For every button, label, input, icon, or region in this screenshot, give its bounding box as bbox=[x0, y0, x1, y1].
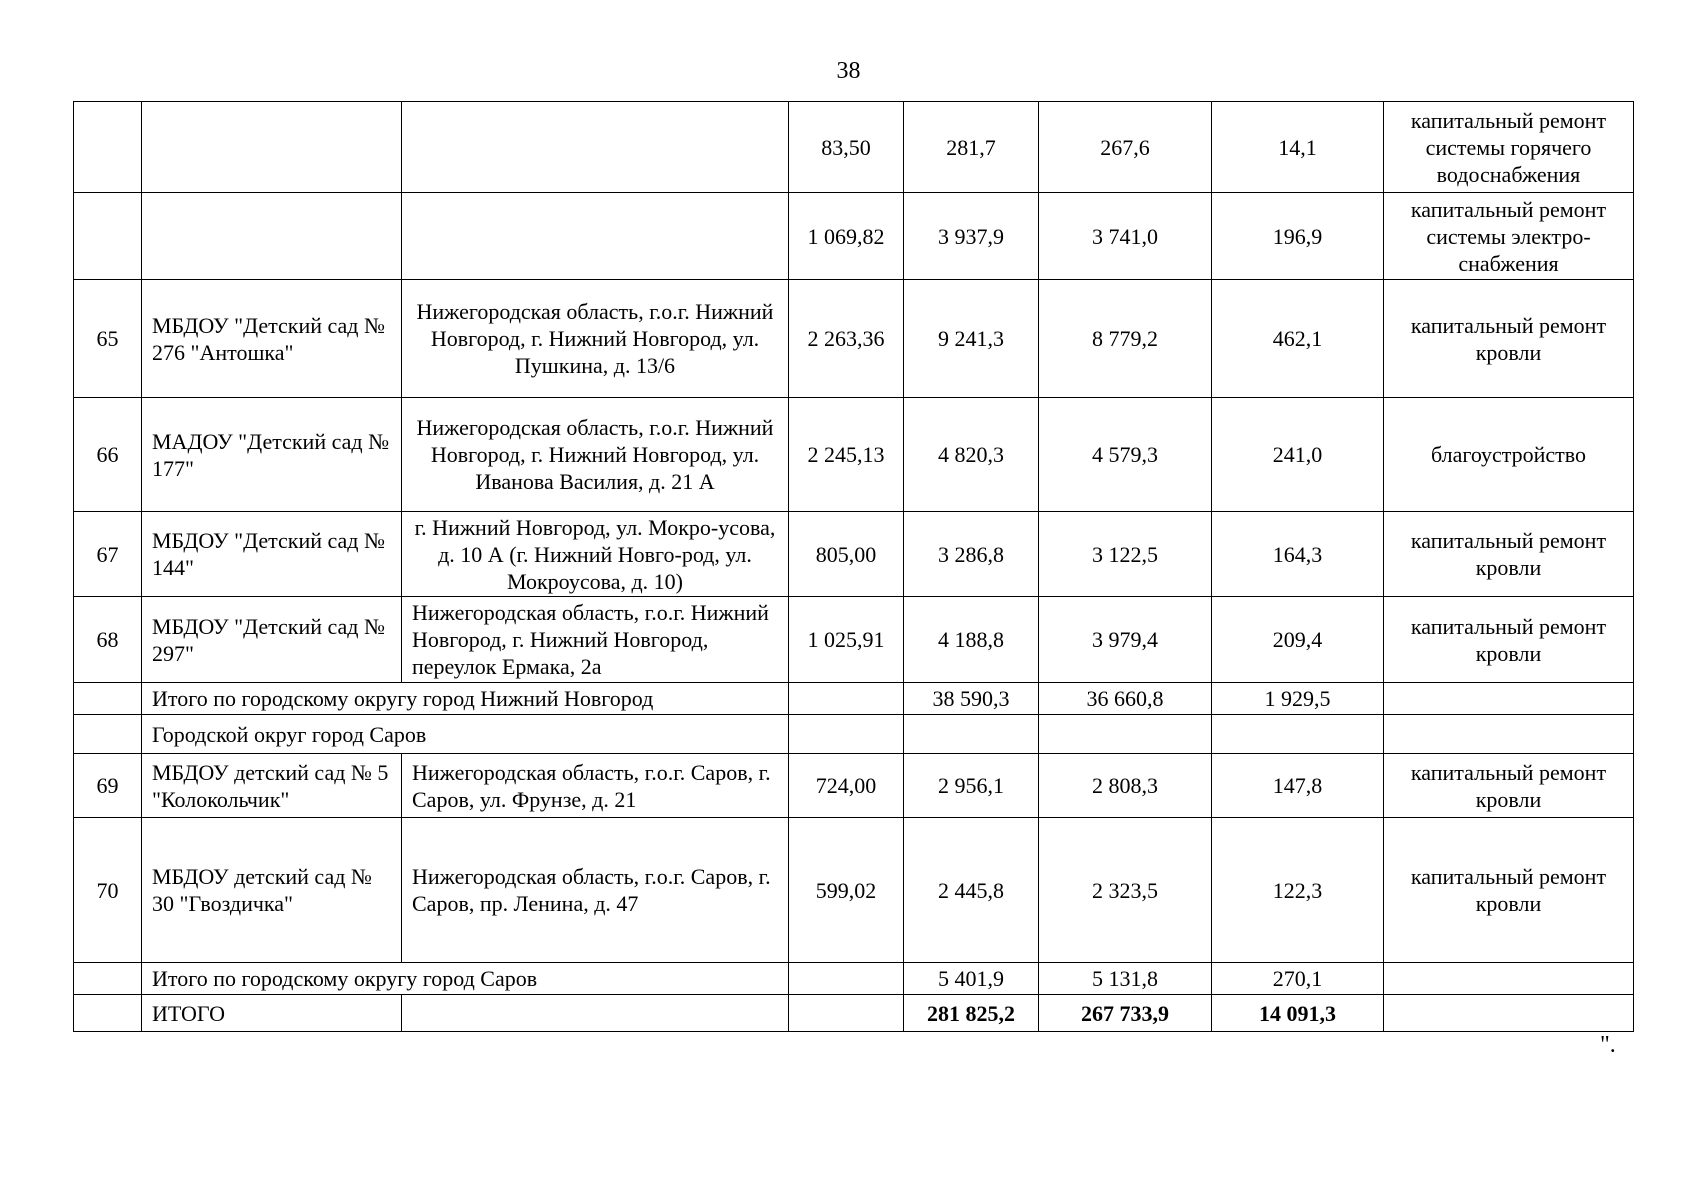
row-number: 66 bbox=[74, 398, 142, 512]
total-cost: 3 286,8 bbox=[904, 512, 1039, 597]
area-value: 805,00 bbox=[789, 512, 904, 597]
institution-name: МАДОУ "Детский сад № 177" bbox=[142, 398, 402, 512]
row-number bbox=[74, 102, 142, 193]
local-funds bbox=[1212, 715, 1384, 754]
total-cost bbox=[904, 715, 1039, 754]
total-cost: 281,7 bbox=[904, 102, 1039, 193]
funding-table bbox=[73, 101, 1634, 1032]
grand-total-total: 281 825,2 bbox=[904, 995, 1039, 1032]
institution-address: Нижегородская область, г.о.г. Нижний Новгород, г. Нижний Новгород, переулок Ермака, 2а bbox=[402, 597, 789, 683]
institution-address: Нижегородская область, г.о.г. Саров, г. Саров, ул. Фрунзе, д. 21 bbox=[402, 754, 789, 818]
page-number: 38 bbox=[836, 58, 861, 84]
subtotal-local: 270,1 bbox=[1212, 963, 1384, 995]
federal-funds: 2 808,3 bbox=[1039, 754, 1212, 818]
subtotal-federal: 36 660,8 bbox=[1039, 683, 1212, 715]
work-type: капитальный ремонт кровли bbox=[1384, 280, 1634, 398]
table-row bbox=[74, 280, 1634, 398]
area-value: 2 263,36 bbox=[789, 280, 904, 398]
grand-total-federal: 267 733,9 bbox=[1039, 995, 1212, 1032]
grand-total-label: ИТОГО bbox=[142, 995, 402, 1032]
subtotal-federal: 5 131,8 bbox=[1039, 963, 1212, 995]
row-number: 67 bbox=[74, 512, 142, 597]
subtotal-label: Итого по городскому округу город Саров bbox=[142, 963, 789, 995]
total-cost: 4 820,3 bbox=[904, 398, 1039, 512]
federal-funds: 3 122,5 bbox=[1039, 512, 1212, 597]
row-number bbox=[74, 193, 142, 280]
table-row bbox=[74, 398, 1634, 512]
area-value bbox=[789, 683, 904, 715]
federal-funds bbox=[1039, 715, 1212, 754]
institution-name: МБДОУ детский сад № 30 "Гвоздичка" bbox=[142, 818, 402, 963]
institution-name bbox=[142, 193, 402, 280]
institution-name: МБДОУ детский сад № 5 "Колокольчик" bbox=[142, 754, 402, 818]
subtotal-total: 38 590,3 bbox=[904, 683, 1039, 715]
subtotal-row bbox=[74, 963, 1634, 995]
local-funds: 209,4 bbox=[1212, 597, 1384, 683]
row-number: 70 bbox=[74, 818, 142, 963]
subtotal-label: Итого по городскому округу город Нижний Новгород bbox=[142, 683, 789, 715]
work-type bbox=[1384, 683, 1634, 715]
local-funds: 122,3 bbox=[1212, 818, 1384, 963]
closing-quote-mark: ". bbox=[1600, 1032, 1616, 1058]
institution-address: Нижегородская область, г.о.г. Нижний Новгород, г. Нижний Новгород, ул. Иванова Василия, д. 21 А bbox=[402, 398, 789, 512]
institution-address bbox=[402, 193, 789, 280]
area-value: 83,50 bbox=[789, 102, 904, 193]
local-funds: 462,1 bbox=[1212, 280, 1384, 398]
work-type: благоустройство bbox=[1384, 398, 1634, 512]
table-row bbox=[74, 818, 1634, 963]
institution-name bbox=[142, 102, 402, 193]
section-label: Городской округ город Саров bbox=[142, 715, 789, 754]
institution-name: МБДОУ "Детский сад № 276 "Антошка" bbox=[142, 280, 402, 398]
federal-funds: 267,6 bbox=[1039, 102, 1212, 193]
work-type: капитальный ремонт кровли bbox=[1384, 818, 1634, 963]
institution-name: МБДОУ "Детский сад № 297" bbox=[142, 597, 402, 683]
work-type: капитальный ремонт кровли bbox=[1384, 512, 1634, 597]
row-number: 69 bbox=[74, 754, 142, 818]
table-row bbox=[74, 597, 1634, 683]
table-row bbox=[74, 102, 1634, 193]
table-row bbox=[74, 754, 1634, 818]
work-type bbox=[1384, 715, 1634, 754]
institution-address bbox=[402, 995, 789, 1032]
section-row bbox=[74, 715, 1634, 754]
local-funds: 241,0 bbox=[1212, 398, 1384, 512]
institution-name: МБДОУ "Детский сад № 144" bbox=[142, 512, 402, 597]
work-type: капитальный ремонт системы горячего водоснабжения bbox=[1384, 102, 1634, 193]
area-value bbox=[789, 963, 904, 995]
area-value bbox=[789, 715, 904, 754]
area-value: 1 069,82 bbox=[789, 193, 904, 280]
grand-total-row bbox=[74, 995, 1634, 1032]
total-cost: 4 188,8 bbox=[904, 597, 1039, 683]
subtotal-row bbox=[74, 683, 1634, 715]
work-type bbox=[1384, 995, 1634, 1032]
work-type: капитальный ремонт системы электро-снабжения bbox=[1384, 193, 1634, 280]
local-funds: 147,8 bbox=[1212, 754, 1384, 818]
area-value: 2 245,13 bbox=[789, 398, 904, 512]
work-type bbox=[1384, 963, 1634, 995]
table-row bbox=[74, 193, 1634, 280]
institution-address: г. Нижний Новгород, ул. Мокро-усова, д. 10 А (г. Нижний Новго-род, ул. Мокроусова, д. 10) bbox=[402, 512, 789, 597]
row-number bbox=[74, 995, 142, 1032]
local-funds: 196,9 bbox=[1212, 193, 1384, 280]
total-cost: 3 937,9 bbox=[904, 193, 1039, 280]
federal-funds: 3 979,4 bbox=[1039, 597, 1212, 683]
institution-address: Нижегородская область, г.о.г. Саров, г. Саров, пр. Ленина, д. 47 bbox=[402, 818, 789, 963]
row-number bbox=[74, 715, 142, 754]
subtotal-local: 1 929,5 bbox=[1212, 683, 1384, 715]
federal-funds: 8 779,2 bbox=[1039, 280, 1212, 398]
row-number: 65 bbox=[74, 280, 142, 398]
area-value: 724,00 bbox=[789, 754, 904, 818]
work-type: капитальный ремонт кровли bbox=[1384, 597, 1634, 683]
table-row bbox=[74, 512, 1634, 597]
row-number bbox=[74, 683, 142, 715]
federal-funds: 2 323,5 bbox=[1039, 818, 1212, 963]
area-value: 599,02 bbox=[789, 818, 904, 963]
total-cost: 9 241,3 bbox=[904, 280, 1039, 398]
institution-address bbox=[402, 102, 789, 193]
grand-total-local: 14 091,3 bbox=[1212, 995, 1384, 1032]
institution-address: Нижегородская область, г.о.г. Нижний Новгород, г. Нижний Новгород, ул. Пушкина, д. 13/6 bbox=[402, 280, 789, 398]
work-type: капитальный ремонт кровли bbox=[1384, 754, 1634, 818]
federal-funds: 4 579,3 bbox=[1039, 398, 1212, 512]
total-cost: 2 445,8 bbox=[904, 818, 1039, 963]
row-number: 68 bbox=[74, 597, 142, 683]
local-funds: 14,1 bbox=[1212, 102, 1384, 193]
local-funds: 164,3 bbox=[1212, 512, 1384, 597]
total-cost: 2 956,1 bbox=[904, 754, 1039, 818]
area-value bbox=[789, 995, 904, 1032]
subtotal-total: 5 401,9 bbox=[904, 963, 1039, 995]
federal-funds: 3 741,0 bbox=[1039, 193, 1212, 280]
area-value: 1 025,91 bbox=[789, 597, 904, 683]
row-number bbox=[74, 963, 142, 995]
